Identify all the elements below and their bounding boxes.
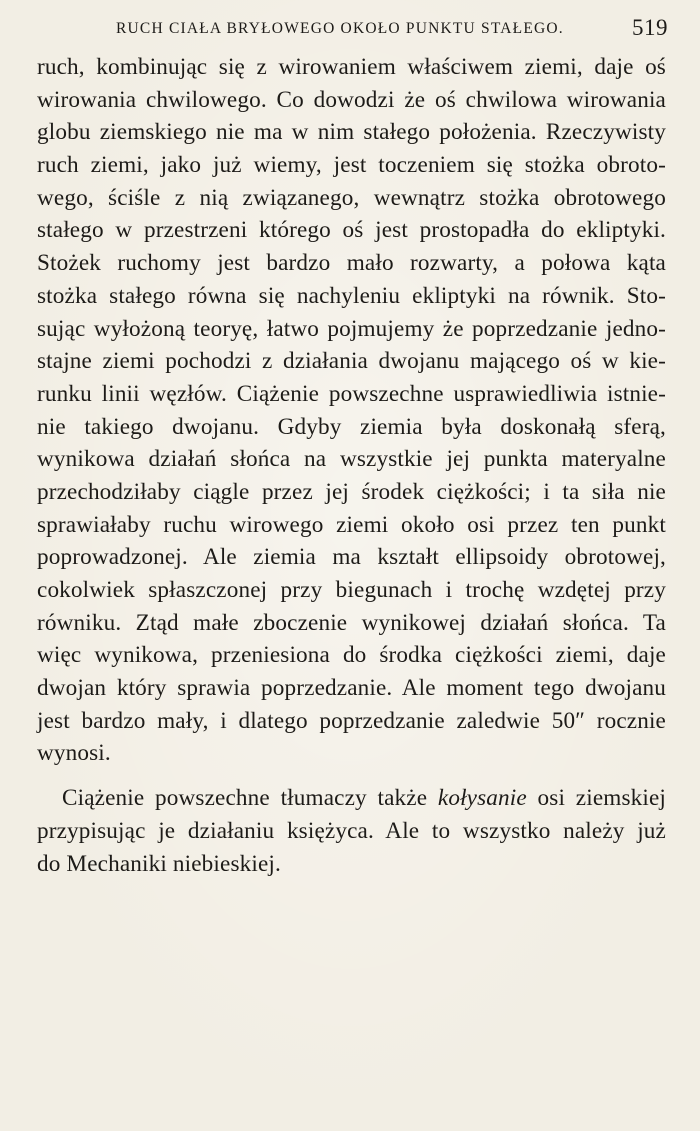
text-line: sując wyłożoną teoryę, łatwo pojmujemy że poprzedzanie jedno- xyxy=(37,315,666,342)
text-line: poprowadzonej. Ale ziemia ma kształt ellipsoidy obrotowej, xyxy=(37,544,666,571)
text-line: do Mechaniki niebieskiej. xyxy=(37,850,281,877)
page-number: 519 xyxy=(632,15,668,40)
text-run: Ciążenie powszechne tłumaczy także xyxy=(62,785,438,812)
text-line: wego, ściśle z nią związanego, wewnątrz stożka obrotowego xyxy=(37,184,666,211)
text-line: wynosi. xyxy=(37,740,111,767)
text-line: runku linii węzłów. Ciążenie powszechne usprawiedliwia istnie- xyxy=(37,380,666,407)
page-header xyxy=(0,14,700,48)
text-line: sprawiałaby ruchu wirowego ziemi około osi przez ten punkt xyxy=(37,511,666,538)
text-line: stałego w przestrzeni którego oś jest prostopadła do ekliptyki. xyxy=(37,217,666,244)
italic-term: kołysanie xyxy=(437,785,527,812)
text-line: cokolwiek spłaszczonej przy biegunach i trochę wzdętej przy xyxy=(37,577,666,603)
text-line: ruch ziemi, jako już wiemy, jest toczeniem się stożka obroto- xyxy=(37,152,666,179)
running-title: RUCH CIAŁA BRYŁOWEGO OKOŁO PUNKTU STAŁEGO. xyxy=(116,20,564,37)
text-line: równiku. Ztąd małe zboczenie wynikowej działań słońca. Ta xyxy=(37,609,666,636)
paragraph-2 xyxy=(37,782,666,880)
text-line: dwojan który sprawia poprzedzanie. Ale moment tego dwojanu xyxy=(37,675,666,702)
paragraph-1 xyxy=(37,51,666,770)
text-line: przechodziłaby ciągle przez jej środek ciężkości; i ta siła nie xyxy=(37,478,666,505)
text-run: osi ziemskiej xyxy=(526,785,666,812)
text-line: więc wynikowa, przeniesiona do środka ciężkości ziemi, daje xyxy=(37,642,666,669)
body-text xyxy=(37,51,666,880)
text-line: globu ziemskiego nie ma w nim stałego położenia. Rzeczywisty xyxy=(37,119,666,146)
text-line: wirowania chwilowego. Co dowodzi że oś chwilowa wirowania xyxy=(37,86,666,113)
text-line xyxy=(37,782,666,815)
text-line: stajne ziemi pochodzi z działania dwojanu mającego oś w kie- xyxy=(37,348,666,375)
text-line: jest bardzo mały, i dlatego poprzedzanie zaledwie 50″ rocznie xyxy=(37,707,666,734)
text-line: Stożek ruchomy jest bardzo mało rozwarty, a połowa kąta xyxy=(37,250,666,277)
text-line: przypisując je działaniu księżyca. Ale to wszystko należy już xyxy=(37,817,666,844)
paragraph-gap xyxy=(37,770,666,782)
text-line: ruch, kombinując się z wirowaniem właściwem ziemi, daje oś xyxy=(37,54,666,80)
text-line: nie takiego dwojanu. Gdyby ziemia była doskonałą sferą, xyxy=(37,413,666,440)
text-line: wynikowa działań słońca na wszystkie jej punkta materyalne xyxy=(37,446,666,473)
text-line: stożka stałego równa się nachyleniu ekliptyki na równik. Sto- xyxy=(37,282,666,309)
